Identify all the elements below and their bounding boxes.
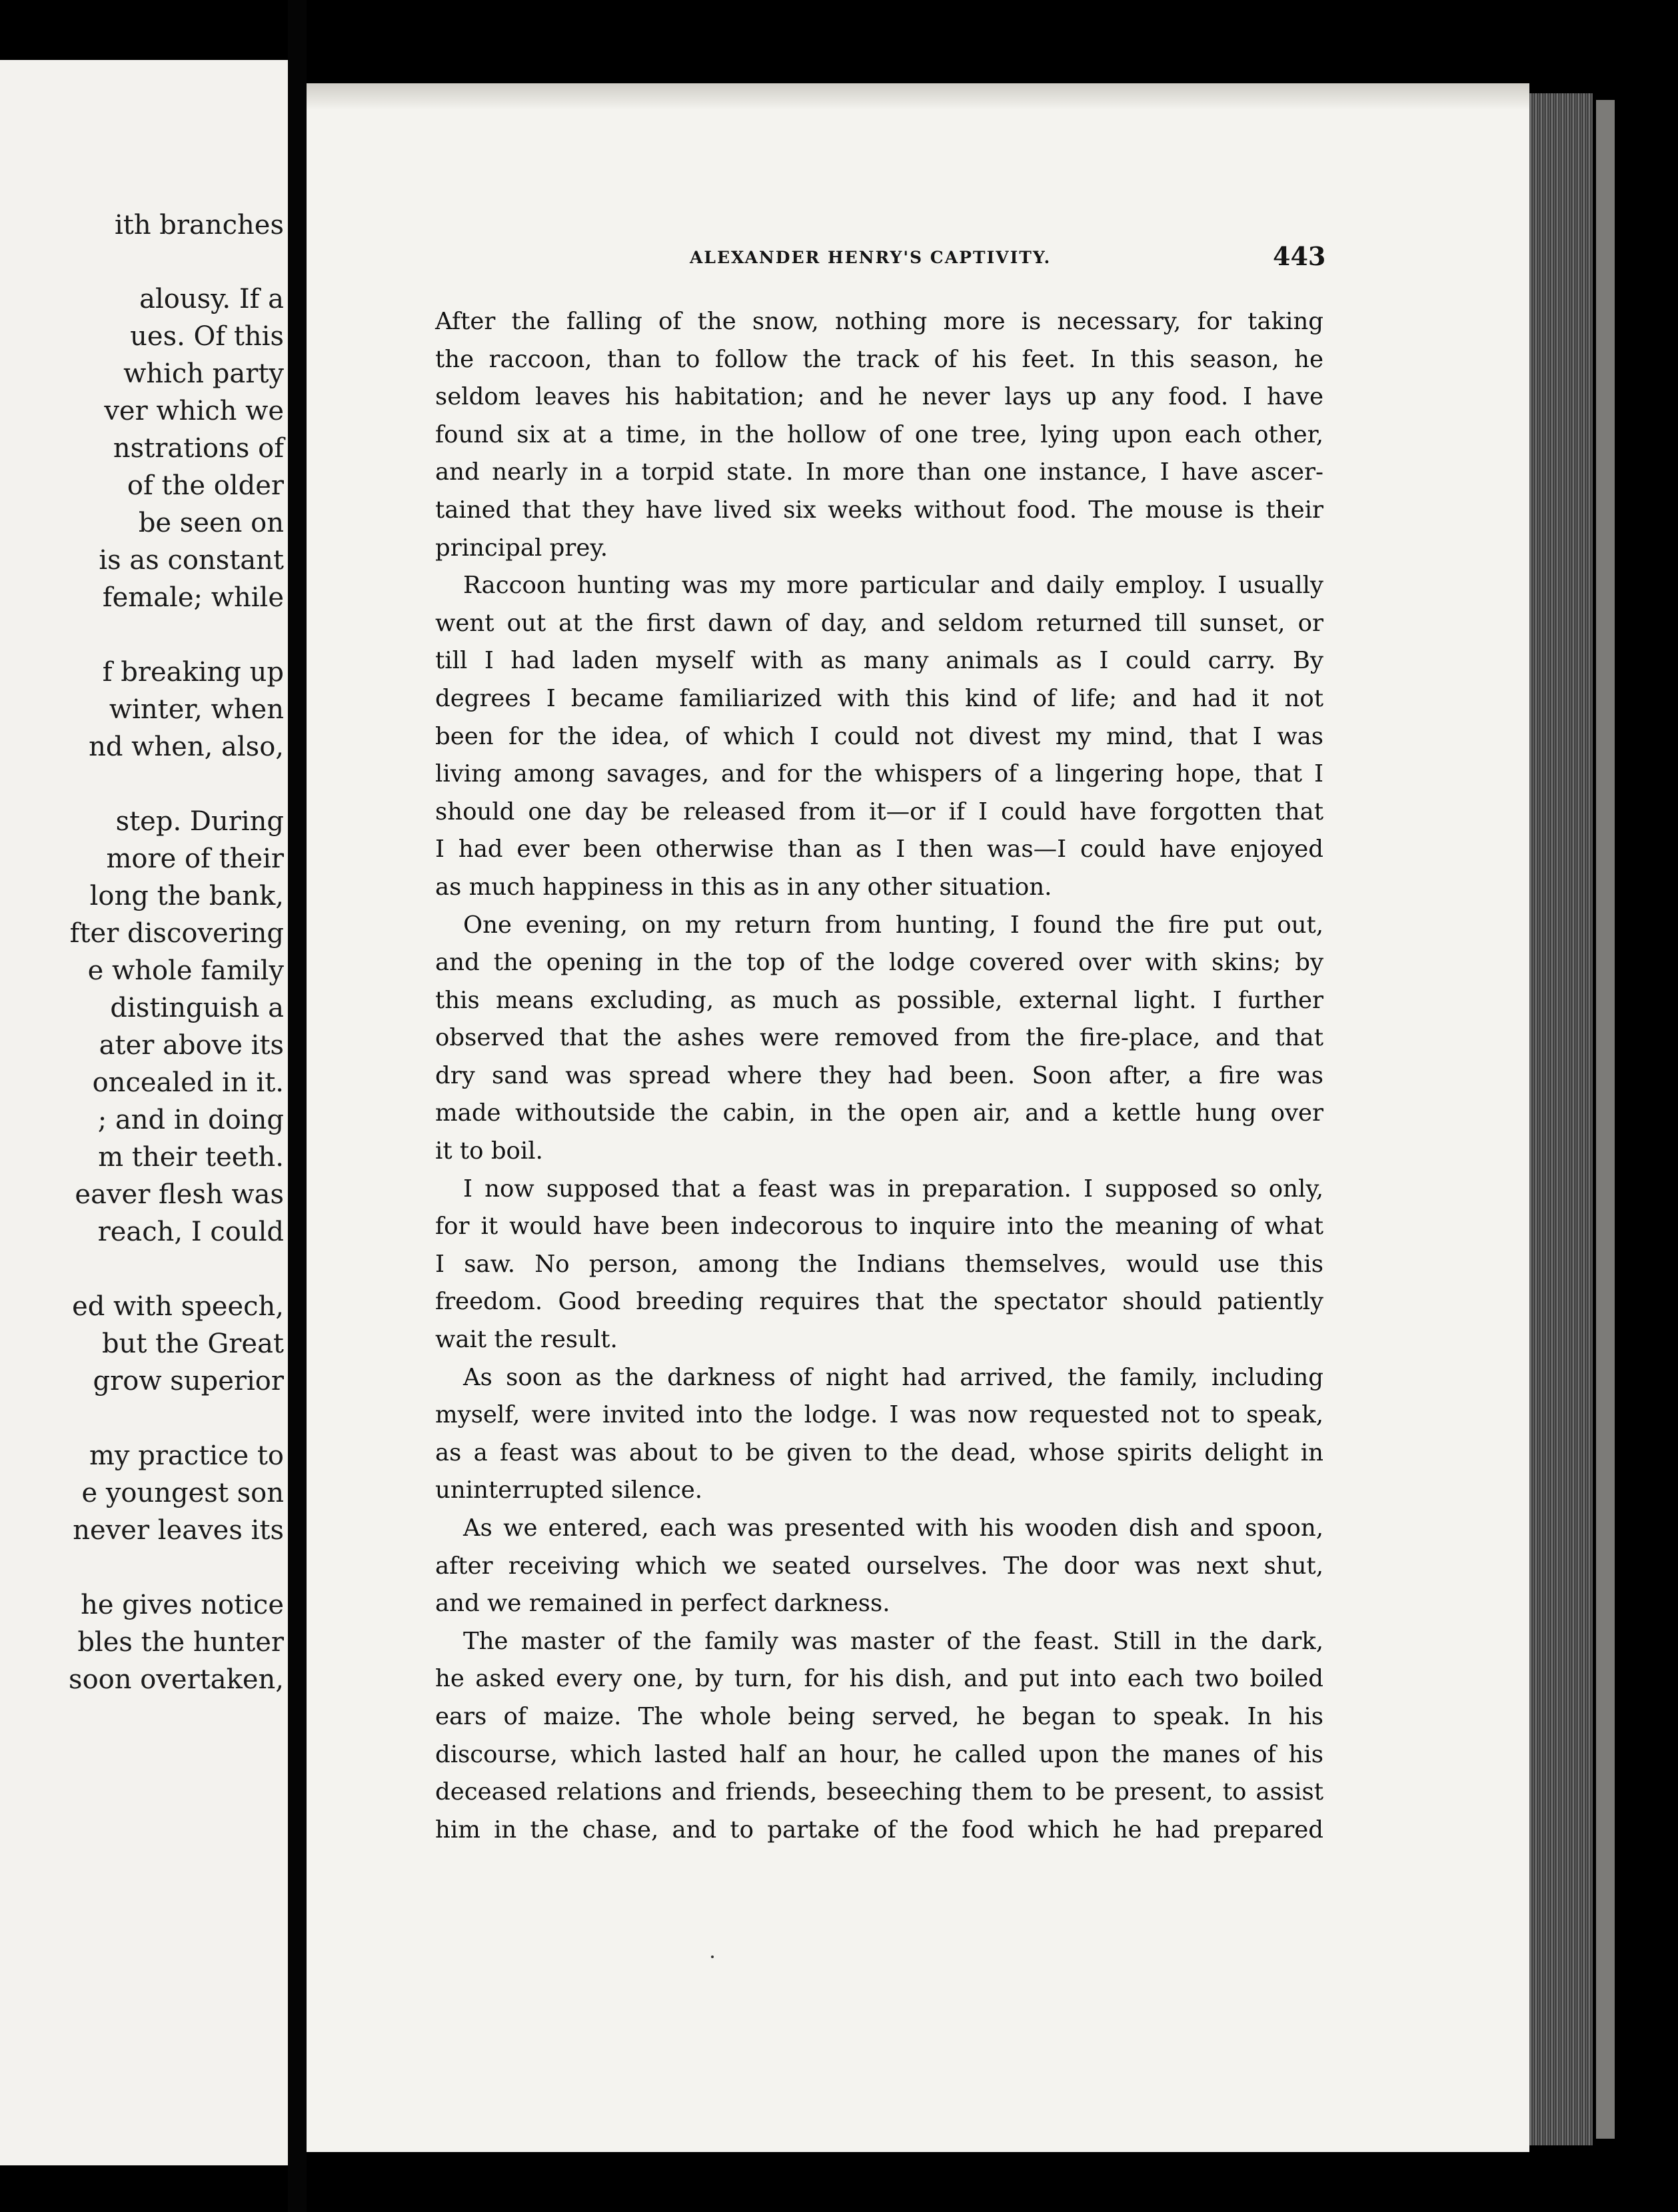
left-page-line: ater above its [99, 1030, 284, 1061]
paragraph [435, 303, 1323, 567]
text-line: I saw. No person, among the Indians themselves, would use this [435, 1250, 1323, 1278]
text-line: As soon as the darkness of night had arrived, the family, including [463, 1363, 1323, 1391]
right-page [307, 83, 1529, 2152]
text-line: for it would have been indecorous to inquire into the meaning of what [435, 1213, 1323, 1241]
left-page-line: more of their [106, 843, 284, 874]
left-page-line: e youngest son [81, 1478, 284, 1508]
text-line: and the opening in the top of the lodge covered over with skins; by [435, 949, 1323, 977]
text-line: and we remained in perfect darkness. [435, 1590, 890, 1618]
left-page-line: of the older [127, 470, 284, 501]
left-page-line: nd when, also, [89, 732, 284, 762]
text-line: After the falling of the snow, nothing more is necessary, for taking [435, 308, 1323, 335]
left-page-line: never leaves its [73, 1515, 284, 1546]
page-number: 443 [1273, 241, 1326, 271]
left-page-line: ues. Of this [130, 321, 284, 352]
text-line: I had ever been otherwise than as I then was—I could have enjoyed [435, 835, 1323, 863]
left-page-line: long the bank, [89, 881, 284, 911]
text-line: The master of the family was master of the feast. Still in the dark, [463, 1627, 1323, 1655]
left-page-line: e whole family [87, 955, 284, 986]
text-line: One evening, on my return from hunting, I found the fire put out, [463, 911, 1323, 939]
text-line: him in the chase, and to partake of the food which he had prepared [435, 1816, 1323, 1844]
text-line: been for the idea, of which I could not divest my mind, that I was [435, 722, 1323, 750]
left-page-line: ed with speech, [72, 1291, 284, 1322]
text-line: dry sand was spread where they had been. Soon after, a fire was [435, 1061, 1323, 1089]
text-line: went out at the first dawn of day, and seldom returned till sunset, or [435, 609, 1323, 637]
text-line: should one day be released from it—or if I could have forgotten that [435, 798, 1323, 826]
left-page-line: ith branches [114, 210, 284, 241]
text-line: after receiving which we seated ourselves. The door was next shut, [435, 1552, 1323, 1580]
left-page-line: alousy. If a [139, 284, 284, 314]
text-line: he asked every one, by turn, for his dish, and put into each two boiled [435, 1665, 1323, 1693]
text-line: I now supposed that a feast was in preparation. I supposed so only, [463, 1175, 1323, 1203]
text-line: found six at a time, in the hollow of one tree, lying upon each other, [435, 420, 1323, 448]
text-line: this means excluding, as much as possible, external light. I further [435, 986, 1323, 1014]
left-page-fragment [0, 60, 288, 2165]
text-line: living among savages, and for the whispers of a lingering hope, that I [435, 760, 1323, 788]
text-line: discourse, which lasted half an hour, he called upon the manes of his [435, 1740, 1323, 1768]
text-line: As we entered, each was presented with his wooden dish and spoon, [463, 1514, 1323, 1542]
text-line: as much happiness in this as in any other situation. [435, 873, 1052, 901]
text-line: made withoutside the cabin, in the open air, and a kettle hung over [435, 1099, 1323, 1127]
paragraph [435, 907, 1323, 1171]
left-page-line: nstrations of [113, 433, 284, 464]
left-page-line: is as constant [99, 545, 284, 576]
text-line: till I had laden myself with as many animals as I could carry. By [435, 647, 1323, 675]
left-page-line: ver which we [104, 396, 284, 426]
text-line: observed that the ashes were removed from the fire-place, and that [435, 1024, 1323, 1052]
left-page-line: female; while [102, 582, 284, 613]
paragraph [435, 1359, 1323, 1510]
left-page-line: be seen on [138, 508, 284, 538]
left-page-line: oncealed in it. [92, 1067, 284, 1098]
page-edges [1529, 93, 1593, 2145]
left-page-line: winter, when [109, 694, 284, 725]
left-page-line: soon overtaken, [69, 1664, 284, 1695]
text-line: seldom leaves his habitation; and he never lays up any food. I have [435, 383, 1323, 411]
text-line: degrees I became familiarized with this kind of life; and had it not [435, 684, 1323, 712]
text-line: uninterrupted silence. [435, 1476, 703, 1504]
text-line: as a feast was about to be given to the dead, whose spirits delight in [435, 1438, 1323, 1466]
left-page-line: f breaking up [102, 657, 284, 688]
left-page-line: reach, I could [97, 1217, 284, 1247]
left-page-line: my practice to [89, 1440, 284, 1471]
running-head: ALEXANDER HENRY'S CAPTIVITY. [690, 248, 1052, 267]
paragraph [435, 1171, 1323, 1359]
text-line: myself, were invited into the lodge. I was now requested not to speak, [435, 1401, 1323, 1429]
body-text [435, 303, 1323, 1849]
left-page-line: but the Great [101, 1329, 284, 1359]
cover-edge [1596, 100, 1615, 2139]
left-page-line: grow superior [93, 1366, 284, 1396]
left-page-line: fter discovering [69, 918, 284, 949]
text-line: and nearly in a torpid state. In more than one instance, I have ascer- [435, 458, 1323, 486]
left-page-line: which party [123, 358, 284, 389]
text-line: tained that they have lived six weeks without food. The mouse is their [435, 496, 1323, 524]
left-page-line: distinguish a [110, 993, 284, 1023]
page-top-shadow [307, 83, 1529, 110]
book-gutter [288, 0, 307, 2212]
left-page-line: he gives notice [81, 1590, 284, 1620]
ink-speck [711, 1955, 714, 1958]
text-line: Raccoon hunting was my more particular and daily employ. I usually [463, 572, 1323, 600]
left-page-line: eaver flesh was [75, 1179, 284, 1210]
left-page-line: bles the hunter [77, 1627, 284, 1658]
paragraph [435, 1510, 1323, 1623]
text-line: ears of maize. The whole being served, he began to speak. In his [435, 1702, 1323, 1730]
text-line: it to boil. [435, 1137, 543, 1165]
text-line: principal prey. [435, 534, 608, 562]
paragraph [435, 567, 1323, 906]
text-line: the raccoon, than to follow the track of his feet. In this season, he [435, 345, 1323, 373]
left-page-line: ; and in doing [97, 1105, 284, 1135]
paragraph [435, 1623, 1323, 1850]
left-page-line: m their teeth. [98, 1142, 284, 1173]
left-page-line: step. During [115, 806, 284, 837]
text-line: freedom. Good breeding requires that the spectator should patiently [435, 1288, 1323, 1316]
text-line: deceased relations and friends, beseeching them to be present, to assist [435, 1778, 1323, 1806]
text-line: wait the result. [435, 1326, 618, 1354]
